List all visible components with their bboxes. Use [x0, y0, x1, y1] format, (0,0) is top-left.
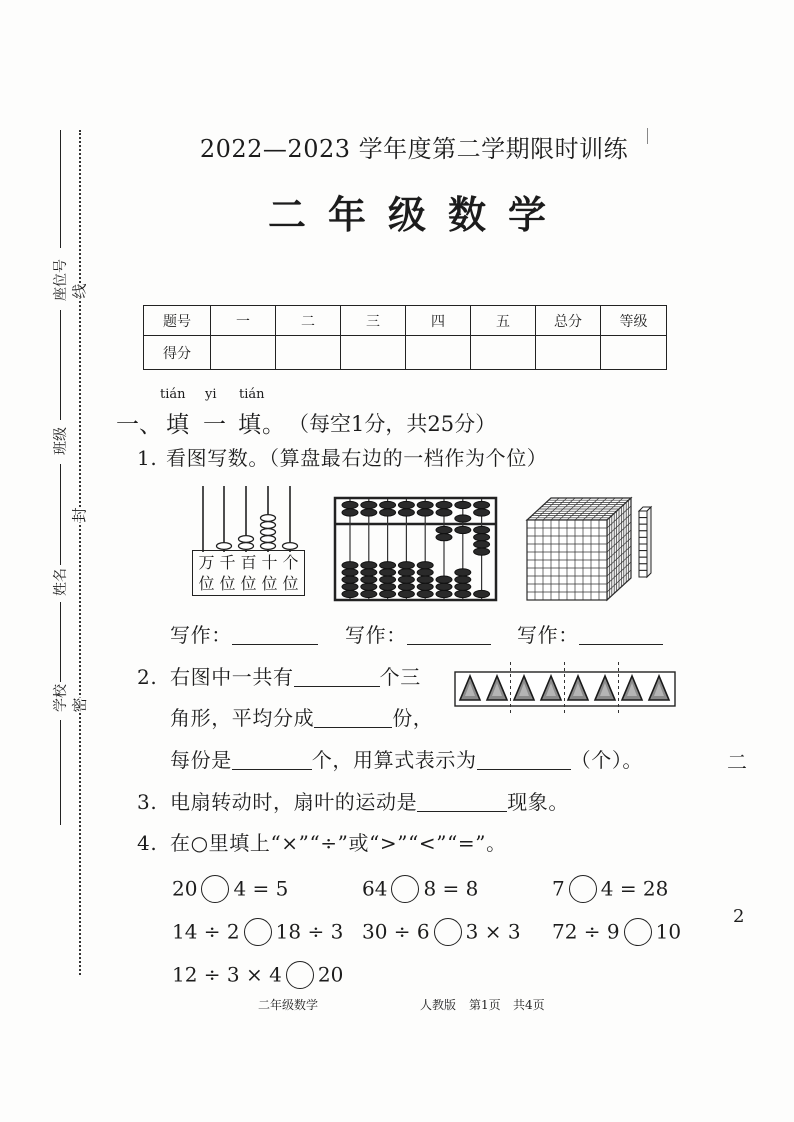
section-title-end: 。: [262, 412, 285, 438]
comparison-item: [362, 915, 521, 947]
pinyin-yi: yi: [205, 387, 217, 402]
expr-left: 72 ÷ 9: [552, 919, 620, 944]
abacus-upper-bead: [436, 501, 452, 508]
place-wan: 万: [198, 553, 215, 572]
score-cell[interactable]: [276, 336, 341, 370]
abacus-upper-bead: [417, 501, 433, 508]
field-line-school[interactable]: [60, 602, 61, 682]
abacus-lower-bead: [342, 583, 358, 590]
answer-blank[interactable]: [417, 793, 507, 812]
q2-text: 个三: [379, 665, 421, 689]
counter-bead: [283, 543, 298, 550]
counter-bead: [239, 543, 254, 550]
score-col-total: 总分: [536, 306, 601, 336]
field-label-school: 学校: [53, 684, 69, 712]
section-title-char: 填: [238, 412, 261, 438]
field-line-extra[interactable]: [60, 720, 61, 825]
q1-answer-2: [345, 624, 491, 646]
abacus-lower-bead: [361, 583, 377, 590]
q2-line-2: [170, 707, 433, 729]
answer-circle[interactable]: [244, 918, 272, 946]
score-col-3: 三: [341, 306, 406, 336]
section-title-char: 一: [203, 412, 226, 438]
abacus-upper-bead: [455, 501, 471, 508]
abacus-lower-bead: [455, 526, 471, 533]
counter-bead: [261, 522, 276, 529]
abacus-upper-bead: [398, 509, 414, 516]
ten-stick-cell: [639, 570, 647, 577]
ten-stick-cell: [639, 511, 647, 518]
answer-blank[interactable]: [232, 751, 312, 770]
score-cell[interactable]: [406, 336, 471, 370]
score-col-5: 五: [471, 306, 536, 336]
section-title-char: 填: [166, 412, 189, 438]
expr-left: 12 ÷ 3 × 4: [172, 962, 282, 987]
answer-blank[interactable]: [314, 709, 392, 728]
abacus-upper-bead: [361, 509, 377, 516]
counter-bead: [261, 515, 276, 522]
abacus-lower-bead: [436, 534, 452, 541]
expr-right: 4 = 28: [600, 876, 669, 901]
seal-word-seal: 封: [70, 507, 89, 523]
field-line-class[interactable]: [60, 310, 61, 420]
q3-text: 电扇转动时，扇叶的运动是: [170, 790, 418, 814]
abacus-lower-bead: [380, 562, 396, 569]
abacus-lower-bead: [436, 583, 452, 590]
q2-text: 角形，平均分成: [170, 706, 315, 730]
abacus-lower-bead: [342, 576, 358, 583]
place-suffix: 位: [240, 574, 257, 593]
counter-bead: [261, 529, 276, 536]
abacus-lower-bead: [380, 590, 396, 597]
answer-circle[interactable]: [391, 875, 419, 903]
field-line-name[interactable]: [60, 464, 61, 565]
q2-number: 2.: [137, 665, 158, 689]
score-col-1: 一: [211, 306, 276, 336]
q3-text: 现象。: [507, 790, 570, 814]
answer-blank[interactable]: [407, 626, 491, 645]
ten-stick-cell: [639, 564, 647, 571]
counter-bead: [261, 543, 276, 550]
score-table: [143, 305, 667, 370]
score-table-score-row: [144, 336, 667, 370]
pinyin-tian-2: tián: [239, 387, 265, 402]
abacus-frame: [335, 498, 496, 600]
thousand-block: [523, 494, 635, 602]
q4-number: 4.: [137, 831, 158, 855]
comparison-item: [172, 915, 343, 947]
score-table-header-row: [144, 306, 667, 336]
field-label-name: 姓名: [53, 568, 69, 596]
comparison-item: [362, 872, 478, 904]
comparison-item: [552, 915, 681, 947]
counter-bead: [239, 536, 254, 543]
expr-left: 64: [362, 876, 388, 901]
seal-word-secret: 密: [70, 697, 89, 713]
q3-line: [170, 791, 569, 813]
abacus-lower-bead: [398, 569, 414, 576]
abacus-upper-bead: [361, 501, 377, 508]
q2-text: （个）。: [570, 748, 644, 772]
abacus-lower-bead: [474, 548, 490, 555]
exam-title: 2022—2023 学年度第二学期限时训练: [199, 135, 629, 163]
answer-blank[interactable]: [294, 668, 380, 687]
stick-side-face: [647, 507, 651, 577]
q2-line-1: [170, 666, 421, 688]
abacus-lower-bead: [474, 541, 490, 548]
place-suffix: 位: [261, 574, 278, 593]
place-suffix: 位: [219, 574, 236, 593]
abacus-lower-bead: [380, 583, 396, 590]
q1-answer-1: [170, 624, 318, 646]
subject-title: 二年级数学: [267, 192, 568, 237]
abacus-lower-bead: [380, 569, 396, 576]
write-label: 写作：: [517, 623, 579, 647]
place-ge: 个: [282, 553, 299, 572]
ten-stick-unit: [639, 507, 651, 577]
ten-stick-cell: [639, 518, 647, 525]
abacus-lower-bead: [436, 576, 452, 583]
seal-word-line: 线: [70, 283, 89, 299]
answer-circle[interactable]: [201, 875, 229, 903]
expr-right: 18 ÷ 3: [275, 919, 344, 944]
abacus-lower-bead: [361, 569, 377, 576]
section-number: 一、: [116, 412, 162, 438]
q2-text: 个，用算式表示为: [311, 748, 477, 772]
expr-left: 30 ÷ 6: [362, 919, 430, 944]
abacus-lower-bead: [342, 569, 358, 576]
score-header-label: 题号: [144, 306, 211, 336]
ten-stick-cell: [639, 531, 647, 538]
binding-dotted-line: [79, 130, 81, 975]
expr-left: 7: [552, 876, 565, 901]
abacus-lower-bead: [455, 590, 471, 597]
comparison-item: [552, 872, 668, 904]
q2-line-3: [170, 749, 643, 771]
footer-edition: 人教版: [420, 998, 457, 1012]
ten-stick-cell: [639, 551, 647, 558]
ten-stick-cell: [639, 524, 647, 531]
section-score-note: （每空1分，共25分）: [288, 412, 497, 436]
abacus-upper-bead: [380, 509, 396, 516]
abacus-lower-bead: [417, 562, 433, 569]
pinyin-tian-1: tián: [160, 387, 186, 402]
abacus-lower-bead: [455, 583, 471, 590]
counter-bead: [261, 536, 276, 543]
abacus-upper-bead: [436, 509, 452, 516]
answer-circle[interactable]: [286, 961, 314, 989]
q3-number: 3.: [137, 790, 158, 814]
field-label-seat: 座位号: [53, 259, 69, 301]
margin-char: 二: [727, 750, 747, 774]
write-label: 写作：: [345, 623, 407, 647]
abacus-lower-bead: [417, 583, 433, 590]
place-suffix: 位: [198, 574, 215, 593]
score-col-4: 四: [406, 306, 471, 336]
abacus-lower-bead: [474, 526, 490, 533]
abacus-lower-bead: [342, 562, 358, 569]
expr-right: 3 × 3: [465, 919, 521, 944]
place-qian: 千: [219, 553, 236, 572]
q1-number: 1.: [137, 446, 158, 470]
footer-page: 第1页: [469, 998, 501, 1012]
q1-answer-3: [517, 624, 663, 646]
score-cell[interactable]: [341, 336, 406, 370]
abacus-upper-bead: [380, 501, 396, 508]
place-name-row: [193, 552, 304, 573]
ten-stick: [637, 505, 659, 579]
abacus-lower-bead: [398, 562, 414, 569]
abacus-lower-bead: [398, 583, 414, 590]
ten-stick-cell: [639, 537, 647, 544]
answer-circle[interactable]: [569, 875, 597, 903]
answer-circle[interactable]: [434, 918, 462, 946]
counting-frame: [188, 482, 308, 554]
abacus-lower-bead: [361, 576, 377, 583]
expr-left: 20: [172, 876, 198, 901]
abacus-upper-bead: [417, 509, 433, 516]
place-value-box: [192, 550, 305, 596]
margin-number: 2: [733, 906, 745, 927]
abacus-lower-bead: [417, 569, 433, 576]
abacus-lower-bead: [417, 590, 433, 597]
abacus-upper-bead: [398, 501, 414, 508]
score-cell[interactable]: [536, 336, 601, 370]
abacus-lower-bead: [436, 526, 452, 533]
counter-bead: [217, 543, 232, 550]
field-label-class: 班级: [53, 427, 69, 455]
expr-left: 14 ÷ 2: [172, 919, 240, 944]
abacus-upper-bead: [342, 501, 358, 508]
abacus-lower-bead: [361, 562, 377, 569]
abacus-lower-bead: [417, 576, 433, 583]
ten-stick-cell: [639, 544, 647, 551]
answer-blank[interactable]: [477, 751, 571, 770]
abacus-lower-bead: [455, 569, 471, 576]
score-cell[interactable]: [471, 336, 536, 370]
place-suffix-row: [193, 573, 304, 594]
abacus-lower-bead: [474, 590, 490, 597]
abacus-lower-bead: [342, 590, 358, 597]
q1-text: 看图写数。（算盘最右边的一档作为个位）: [166, 446, 548, 470]
comparison-item: [172, 872, 288, 904]
abacus-lower-bead: [455, 576, 471, 583]
answer-blank[interactable]: [232, 626, 318, 645]
ten-stick-cell: [639, 557, 647, 564]
expr-right: 4 = 5: [233, 876, 289, 901]
abacus-upper-bead: [474, 509, 490, 516]
abacus-lower-bead: [380, 576, 396, 583]
score-col-grade: 等级: [601, 306, 667, 336]
score-row-label: 得分: [144, 336, 211, 370]
place-suffix: 位: [282, 574, 299, 593]
expr-right: 10: [655, 919, 682, 944]
abacus-lower-bead: [398, 576, 414, 583]
score-cell[interactable]: [211, 336, 276, 370]
abacus-lower-bead: [436, 590, 452, 597]
abacus-upper-bead: [455, 515, 471, 522]
abacus-upper-bead: [474, 501, 490, 508]
abacus-upper-bead: [342, 509, 358, 516]
q2-text: 份，: [392, 706, 434, 730]
q2-text: 右图中一共有: [170, 665, 294, 689]
score-cell[interactable]: [601, 336, 667, 370]
place-shi: 十: [261, 553, 278, 572]
place-bai: 百: [240, 553, 257, 572]
thousand-cube: [527, 498, 631, 600]
write-label: 写作：: [170, 623, 232, 647]
expr-right: 20: [317, 962, 344, 987]
abacus-lower-bead: [361, 590, 377, 597]
abacus: [333, 496, 498, 602]
comparison-item: [172, 958, 343, 990]
footer-subject: 二年级数学: [258, 998, 319, 1012]
q4-text: 在○里填上“×”“÷”或“>”“<”“=”。: [170, 831, 507, 855]
answer-circle[interactable]: [624, 918, 652, 946]
score-col-2: 二: [276, 306, 341, 336]
q2-text: 每份是: [170, 748, 232, 772]
abacus-lower-bead: [398, 590, 414, 597]
expr-right: 8 = 8: [423, 876, 479, 901]
triangle-strip: [454, 662, 676, 714]
answer-blank[interactable]: [579, 626, 663, 645]
abacus-lower-bead: [474, 534, 490, 541]
footer-total: 共4页: [513, 998, 545, 1012]
